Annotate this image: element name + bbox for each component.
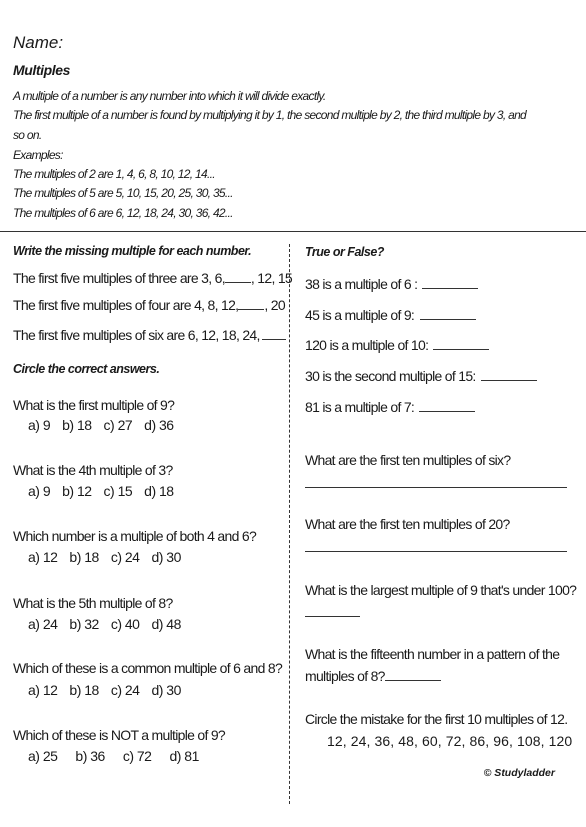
option-d[interactable]: d) 81 — [169, 748, 199, 764]
option-d[interactable]: d) 30 — [151, 682, 181, 698]
option-c[interactable]: c) 24 — [110, 682, 140, 698]
option-c[interactable]: c) 24 — [110, 549, 140, 565]
tf-statement: 120 is a multiple of 10: — [305, 337, 429, 353]
answer-line[interactable] — [305, 616, 360, 617]
option-c[interactable]: c) 40 — [110, 616, 140, 632]
page-title: Multiples — [13, 62, 71, 78]
answer-blank[interactable] — [433, 339, 489, 350]
answer-blank[interactable] — [225, 272, 251, 283]
tf-item — [305, 276, 478, 292]
option-b[interactable]: b) 36 — [75, 748, 105, 764]
tf-statement: 45 is a multiple of 9: — [305, 307, 415, 323]
missing-multiple-heading: Write the missing multiple for each number. — [13, 244, 252, 258]
option-b[interactable]: b) 12 — [62, 483, 92, 499]
option-c[interactable]: c) 15 — [103, 483, 133, 499]
answer-blank[interactable] — [238, 299, 264, 310]
option-c[interactable]: c) 27 — [103, 417, 133, 433]
option-d[interactable]: d) 48 — [151, 616, 181, 632]
mc-question: Which of these is NOT a multiple of 9? — [13, 727, 226, 743]
open-question: What is the largest multiple of 9 that's under 100? — [305, 582, 577, 598]
intro-explanation: The first multiple of a number is found by multiplying it by 1, the second multiple by 2, the third multiple by 3, and — [13, 108, 527, 122]
missing-question — [13, 327, 286, 343]
tf-item — [305, 399, 475, 415]
open-question: What is the fifteenth number in a pattern of the — [305, 646, 560, 662]
mc-options — [28, 549, 193, 565]
open-question: What are the first ten multiples of six? — [305, 452, 511, 468]
number-sequence[interactable]: 12, 24, 36, 48, 60, 72, 86, 96, 108, 120 — [327, 733, 573, 749]
question-text: multiples of 8? — [305, 668, 385, 684]
mc-options — [28, 616, 193, 632]
example-line: The multiples of 6 are 6, 12, 18, 24, 30, 36, 42... — [13, 206, 233, 220]
answer-blank[interactable] — [262, 329, 286, 340]
option-b[interactable]: b) 32 — [69, 616, 99, 632]
question-text: The first five multiples of three are 3, 6, — [13, 270, 225, 286]
mc-question: Which number is a multiple of both 4 and 6? — [13, 528, 257, 544]
option-a[interactable]: a) 25 — [28, 748, 58, 764]
column-divider — [289, 244, 290, 804]
option-b[interactable]: b) 18 — [69, 682, 99, 698]
studyladder-logo: © Studyladder — [483, 767, 555, 779]
missing-question — [13, 297, 285, 313]
horizontal-divider — [0, 231, 586, 232]
question-text: , 12, 15 — [250, 270, 293, 286]
tf-item — [305, 368, 537, 384]
option-d[interactable]: d) 18 — [144, 483, 174, 499]
answer-blank[interactable] — [419, 401, 475, 412]
tf-statement: 81 is a multiple of 7: — [305, 399, 415, 415]
mc-question: Which of these is a common multiple of 6 and 8? — [13, 660, 283, 676]
option-b[interactable]: b) 18 — [62, 417, 92, 433]
tf-statement: 38 is a multiple of 6 : — [305, 276, 418, 292]
mc-options — [28, 417, 186, 433]
mc-question: What is the 5th multiple of 8? — [13, 595, 173, 611]
option-c[interactable]: c) 72 — [122, 748, 152, 764]
option-a[interactable]: a) 9 — [28, 417, 51, 433]
intro-explanation-cont: so on. — [13, 128, 42, 142]
tf-item — [305, 307, 476, 323]
mc-options — [28, 748, 211, 764]
mc-options — [28, 682, 193, 698]
tf-item — [305, 337, 489, 353]
answer-line[interactable] — [305, 551, 567, 552]
true-false-heading: True or False? — [305, 245, 384, 259]
answer-blank[interactable] — [481, 370, 537, 381]
option-a[interactable]: a) 12 — [28, 682, 58, 698]
option-a[interactable]: a) 24 — [28, 616, 58, 632]
open-question: Circle the mistake for the first 10 multiples of 12. — [305, 711, 568, 727]
example-line: The multiples of 2 are 1, 4, 6, 8, 10, 12, 14... — [13, 167, 215, 181]
mc-question: What is the first multiple of 9? — [13, 397, 175, 413]
example-line: The multiples of 5 are 5, 10, 15, 20, 25, 30, 35... — [13, 186, 233, 200]
question-text: , 20 — [264, 297, 285, 313]
tf-statement: 30 is the second multiple of 15: — [305, 368, 476, 384]
mc-question: What is the 4th multiple of 3? — [13, 462, 173, 478]
option-d[interactable]: d) 36 — [144, 417, 174, 433]
option-a[interactable]: a) 9 — [28, 483, 51, 499]
option-d[interactable]: d) 30 — [151, 549, 181, 565]
answer-blank[interactable] — [422, 278, 478, 289]
open-question: What are the first ten multiples of 20? — [305, 516, 510, 532]
answer-line[interactable] — [305, 487, 567, 488]
circle-answers-heading: Circle the correct answers. — [13, 362, 160, 376]
question-text: The first five multiples of six are 6, 12, 18, 24, — [13, 327, 260, 343]
option-b[interactable]: b) 18 — [69, 549, 99, 565]
examples-label: Examples: — [13, 148, 63, 162]
answer-blank[interactable] — [385, 670, 441, 681]
question-text: The first five multiples of four are 4, 8, 12, — [13, 297, 239, 313]
open-question-cont — [305, 668, 441, 684]
answer-blank[interactable] — [420, 309, 476, 320]
name-label: Name: — [13, 33, 64, 52]
option-a[interactable]: a) 12 — [28, 549, 58, 565]
missing-question — [13, 270, 292, 286]
mc-options — [28, 483, 186, 499]
intro-definition: A multiple of a number is any number into which it will divide exactly. — [13, 89, 326, 103]
